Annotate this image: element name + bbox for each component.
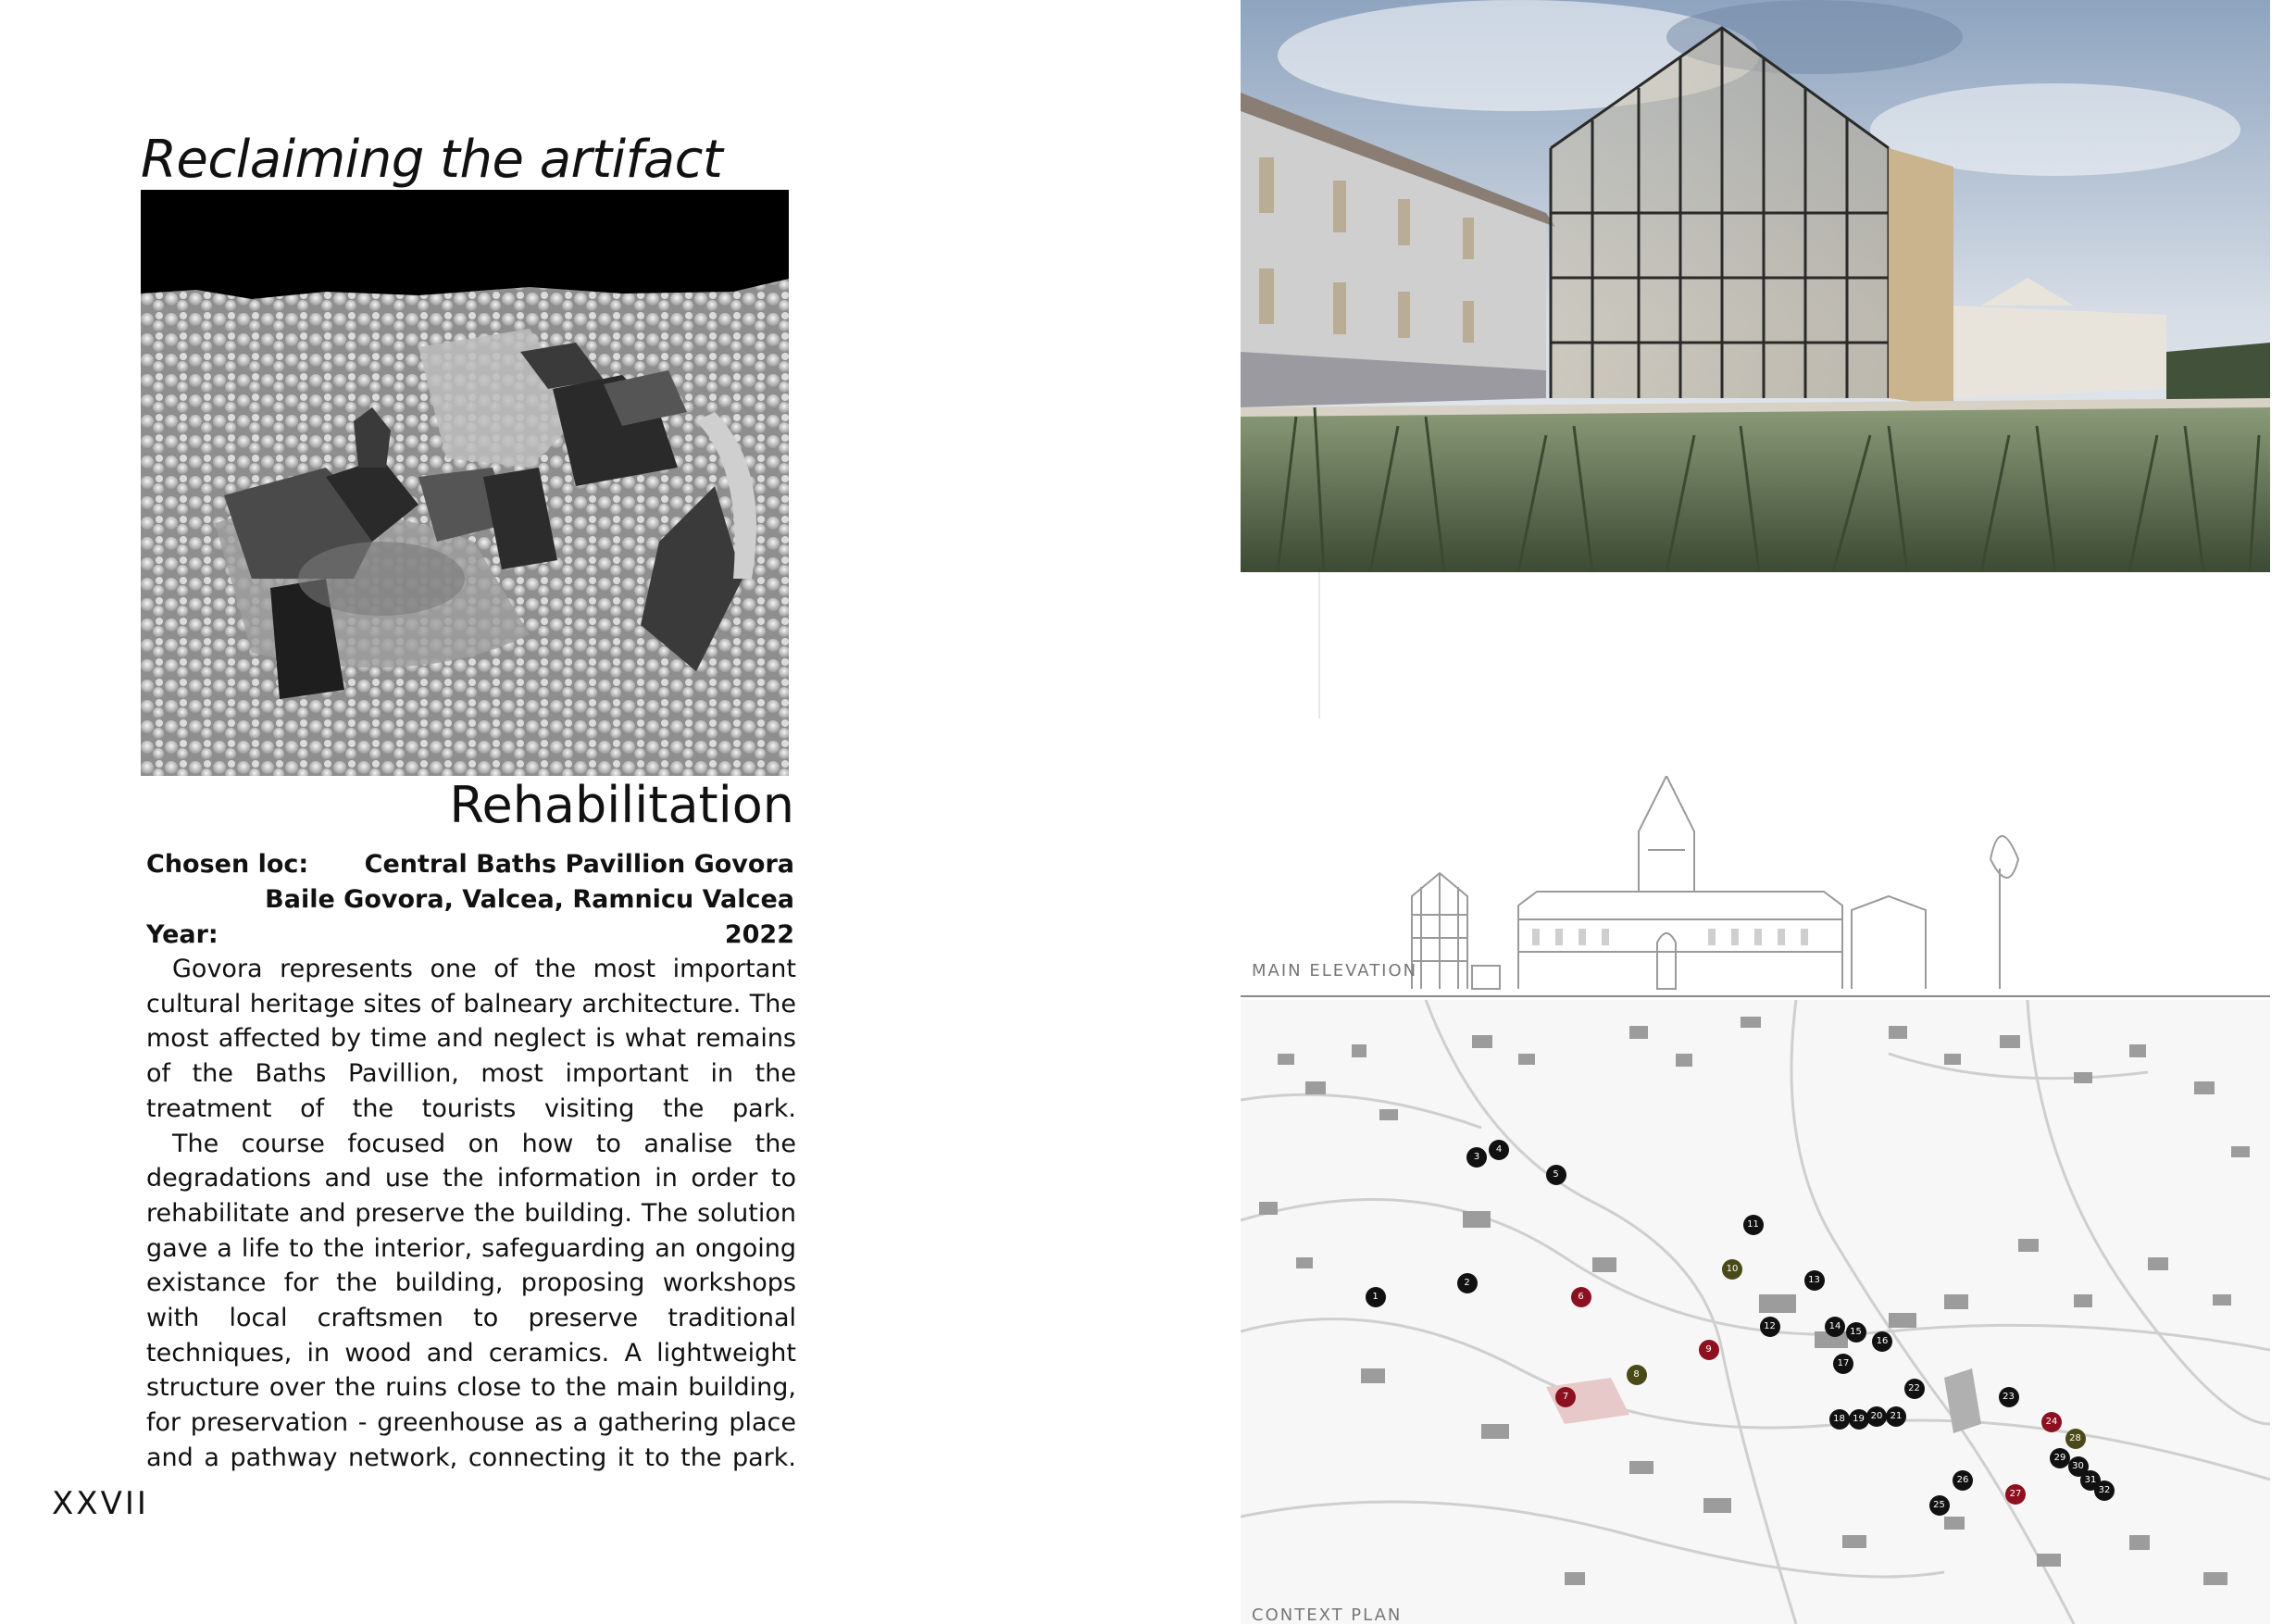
site-marker-18: 18 xyxy=(1829,1409,1850,1430)
site-marker-17: 17 xyxy=(1833,1354,1853,1374)
site-marker-3: 3 xyxy=(1466,1147,1487,1168)
site-marker-21: 21 xyxy=(1886,1406,1906,1427)
site-marker-24: 24 xyxy=(2041,1412,2062,1432)
site-marker-6: 6 xyxy=(1571,1287,1591,1307)
year-value: 2022 xyxy=(724,920,794,949)
site-marker-12: 12 xyxy=(1760,1317,1780,1337)
site-marker-14: 14 xyxy=(1825,1317,1845,1337)
site-marker-29: 29 xyxy=(2050,1448,2070,1468)
page-number: XXVII xyxy=(52,1485,149,1522)
site-marker-5: 5 xyxy=(1546,1165,1566,1185)
site-marker-7: 7 xyxy=(1555,1387,1576,1407)
location-value-line1: Central Baths Pavillion Govora xyxy=(364,850,794,879)
greenhouse-render-image xyxy=(1241,0,2270,572)
site-marker-13: 13 xyxy=(1804,1270,1825,1291)
site-marker-8: 8 xyxy=(1627,1365,1647,1385)
site-marker-19: 19 xyxy=(1849,1409,1869,1430)
paragraph-1: Govora represents one of the most important cultural heritage sites of balneary architecture. The most affected by time and neglect is what remains of the Baths Pavillion, most important in the treatment of the tourists visiting the park. xyxy=(146,955,796,1123)
main-elevation-label: MAIN ELEVATION xyxy=(1252,961,1418,981)
site-marker-31: 31 xyxy=(2080,1470,2101,1491)
site-marker-16: 16 xyxy=(1872,1331,1892,1352)
site-marker-20: 20 xyxy=(1866,1406,1887,1427)
site-marker-9: 9 xyxy=(1699,1340,1719,1360)
site-marker-1: 1 xyxy=(1366,1287,1386,1307)
site-marker-10: 10 xyxy=(1722,1259,1742,1280)
page-title: Reclaiming the artifact xyxy=(141,130,723,190)
info-block xyxy=(146,847,794,953)
location-label: Chosen loc: xyxy=(146,850,309,879)
site-marker-22: 22 xyxy=(1904,1379,1925,1399)
site-marker-23: 23 xyxy=(1999,1387,2019,1407)
year-label: Year: xyxy=(146,920,218,949)
site-model-image xyxy=(141,190,789,776)
location-value-line2: Baile Govora, Valcea, Ramnicu Valcea xyxy=(265,885,794,914)
context-plan-label: CONTEXT PLAN xyxy=(1252,1605,1403,1624)
site-marker-32: 32 xyxy=(2094,1480,2115,1501)
divider-line xyxy=(1318,572,1320,718)
section-title: Rehabilitation xyxy=(449,776,794,834)
site-marker-2: 2 xyxy=(1457,1273,1478,1293)
site-marker-26: 26 xyxy=(1953,1470,1973,1491)
paragraph-2: The course focused on how to analise the degradations and use the information in order to rehabilitate and preserve the building. The solution gave a life to the interior, safeguarding an ongoing existance for the building, proposing workshops with local craftsmen to preserve traditional techniques, in wood and ceramics. A lightweight structure over the ruins close to the main building, for preservation - greenhouse as a gathering place and a pathway network, connecting it to the park. xyxy=(146,1129,796,1472)
site-marker-30: 30 xyxy=(2068,1456,2089,1477)
site-marker-11: 11 xyxy=(1743,1215,1764,1235)
context-plan-drawing xyxy=(1241,776,2270,1624)
description-text xyxy=(146,952,796,1476)
site-marker-15: 15 xyxy=(1846,1322,1866,1343)
site-marker-25: 25 xyxy=(1929,1495,1950,1516)
site-marker-27: 27 xyxy=(2005,1484,2026,1505)
site-marker-28: 28 xyxy=(2065,1429,2086,1449)
site-marker-4: 4 xyxy=(1489,1140,1509,1160)
